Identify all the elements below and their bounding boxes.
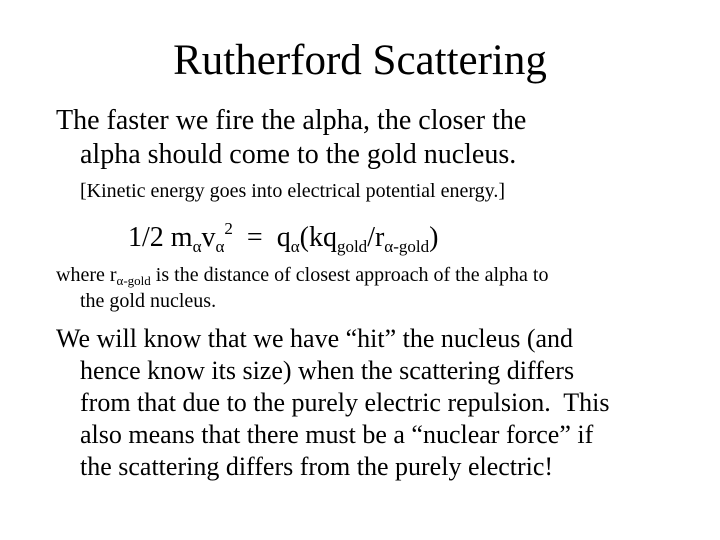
eq-q-subscript: α — [290, 237, 300, 256]
where-rest: is the distance of closest approach of the alpha to — [150, 264, 549, 286]
eq-v: v — [201, 222, 216, 253]
eq-close: ) — [429, 222, 439, 253]
energy-equation — [128, 218, 438, 258]
intro-line-1: The faster we fire the alpha, the closer the — [56, 105, 527, 136]
conclusion-paragraph — [56, 323, 676, 483]
where-paragraph — [56, 262, 666, 314]
eq-v-subscript: α — [215, 237, 225, 256]
eq-m-subscript: α — [192, 237, 202, 256]
slide-title: Rutherford Scattering — [173, 37, 547, 84]
eq-q: q — [276, 222, 291, 253]
eq-slash-r: /r — [367, 222, 385, 253]
energy-note: [Kinetic energy goes into electrical potential energy.] — [80, 180, 506, 202]
eq-r-subscript: α-gold — [384, 237, 430, 256]
conclusion-line-2: hence know its size) when the scattering differs — [80, 356, 575, 385]
conclusion-line-5: the scattering differs from the purely electric! — [80, 452, 554, 481]
eq-open: (kq — [299, 222, 337, 253]
conclusion-line-4: also means that there must be a “nuclear force” if — [80, 420, 594, 449]
eq-lhs-prefix: 1/2 m — [128, 222, 193, 253]
conclusion-line-1: We will know that we have “hit” the nucleus (and — [56, 324, 574, 353]
conclusion-line-3: from that due to the purely electric repulsion. This — [80, 388, 610, 417]
intro-line-2: alpha should come to the gold nucleus. — [80, 139, 517, 170]
where-line-2: the gold nucleus. — [80, 290, 217, 312]
intro-paragraph — [56, 104, 676, 172]
where-prefix: where r — [56, 264, 117, 286]
where-r-subscript: α-gold — [116, 273, 151, 288]
eq-v-superscript: 2 — [224, 219, 233, 238]
eq-gold-subscript: gold — [336, 237, 368, 256]
eq-equals: = — [232, 222, 277, 253]
